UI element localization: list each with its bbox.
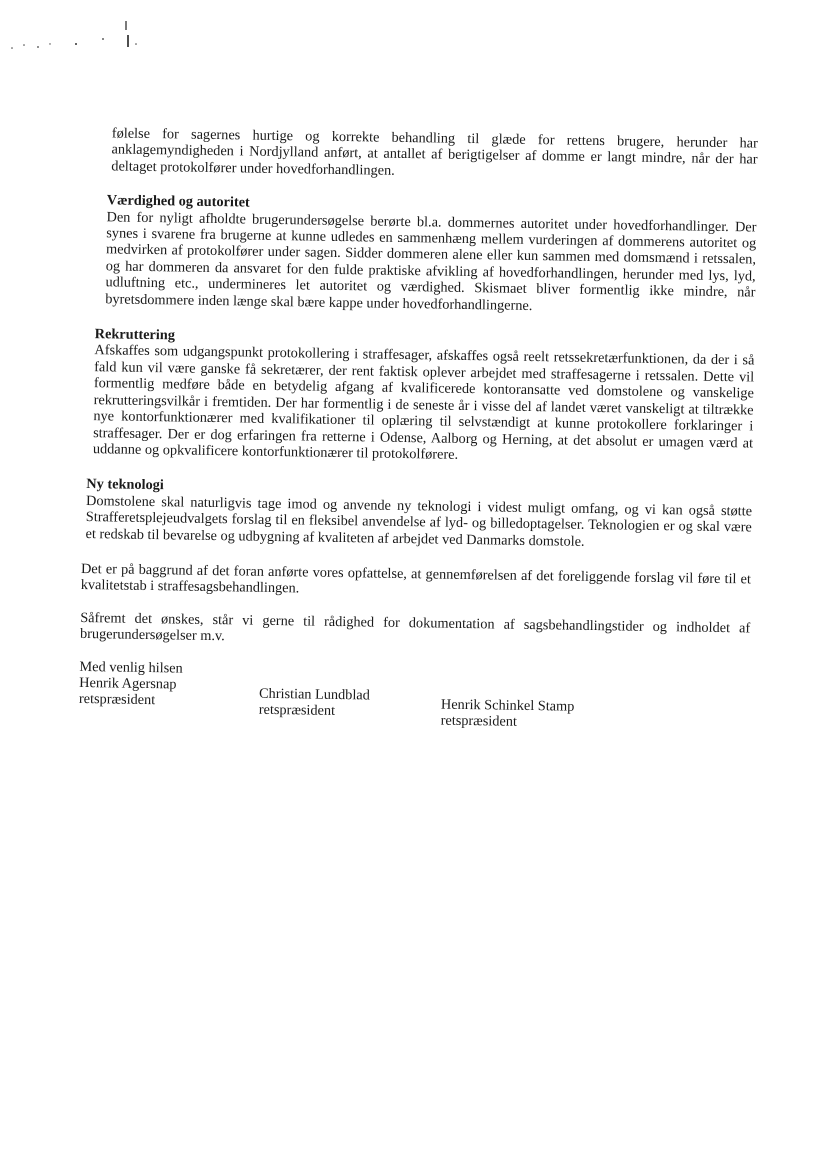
greeting: Med venlig hilsen: [79, 658, 183, 677]
scan-specks: [0, 0, 160, 60]
signature-block: [78, 675, 749, 756]
signer-name: Henrik Agersnap: [79, 674, 177, 693]
signer: [259, 686, 370, 721]
closing-paragraph: Det er på baggrund af det foran anførte vores opfattelse, at gennemførelsen af det foreliggende forslag vil føre til et kvalitetstab i straffesagsbehandlingen.: [80, 560, 752, 597]
signer-name: Christian Lundblad: [258, 685, 370, 704]
signer-role: retspræsident: [258, 702, 336, 720]
signer-role: retspræsident: [440, 712, 518, 731]
section-text: Afskaffes som udgangspunkt protokollering i straffesager, afskaffes også reelt retssekretærfunktionen, da der i så fald kun vil være ganske få sekretærer, der rent faktisk oplever arbejdet med straffesagerne i retssalen. Dette vil formentlig medføre både en betydelig afgang af kvalificerede kontoransatte ved domstolene og vanskelige rekrutteringsvilkår i fremtiden. Der har formentlig i de seneste år i visse del af landet været vanskeligt at tiltrække nye kontorfunktionærer med kvalifikationer til oplæring til selvstændigt at kunne protokollere forklaringer i straffesager. Der er dog erfaringen fra retterne i Odense, Aalborg og Herning, at det absolut er umagen værd at uddanne og opkvalificere kontorfunktionærer til protokolførere.: [92, 342, 755, 463]
intro-paragraph: følelse for sagernes hurtige og korrekte behandling til glæde for rettens brugere, herunder har anklagemyndigheden i Nordjylland anført, at antallet af berigtigelser af domme er langt mindre, når der har deltaget protokolfører under hovedforhandlingen.: [111, 125, 758, 179]
letter-page: [78, 125, 758, 797]
section-recruitment: [93, 326, 755, 468]
section-heading: Ny teknologi: [86, 476, 164, 494]
section-heading: Værdighed og autoritet: [106, 192, 250, 211]
closing-block: [78, 561, 751, 756]
signer-role: retspræsident: [78, 691, 156, 709]
section-text: Den for nyligt afholdte brugerundersøgelse berørte bl.a. dommernes autoritet under hovedforhandlinger. Der synes i svarene fra brugerne at kunne udledes en sammenhæng mellem vurderingen af dommerens autoritet og medvirken af protokolfører under sagen. Sidder dommeren alene eller kun sammen med domsmænd i retssalen, og har dommeren da ansvaret for den fulde praktiske afvikling af hovedforhandlingen, herunder med lys, lyd, udluftning etc., undermineres let autoritet og værdighed. Skismaet bliver formentlig ikke mindre, når byretsdommere inden længe skal bære kappe under hovedforhandlingerne.: [105, 208, 757, 314]
section-dignity: [105, 193, 757, 318]
section-heading: Rekruttering: [94, 326, 176, 344]
signer-name: Henrik Schinkel Stamp: [440, 696, 575, 715]
section-text: Domstolene skal naturligvis tage imod og anvende ny teknologi i videst muligt omfang, og vi kan også støtte Strafferetsplejeudvalgets forslag til en fleksibel anvendelse af lyd- og billedoptagelser. Teknologien er og skal være et redskab til bevarelse og udbygning af kvaliteten af arbejdet ved Danmarks domstole.: [85, 492, 753, 550]
closing-paragraph: Såfremt det ønskes, står vi gerne til rådighed for dokumentation af sagsbehandlingstider og indholdet af brugerundersøgelser m.v.: [79, 609, 751, 645]
section-technology: [85, 476, 752, 552]
signer: [79, 675, 177, 709]
signer: [441, 697, 575, 732]
